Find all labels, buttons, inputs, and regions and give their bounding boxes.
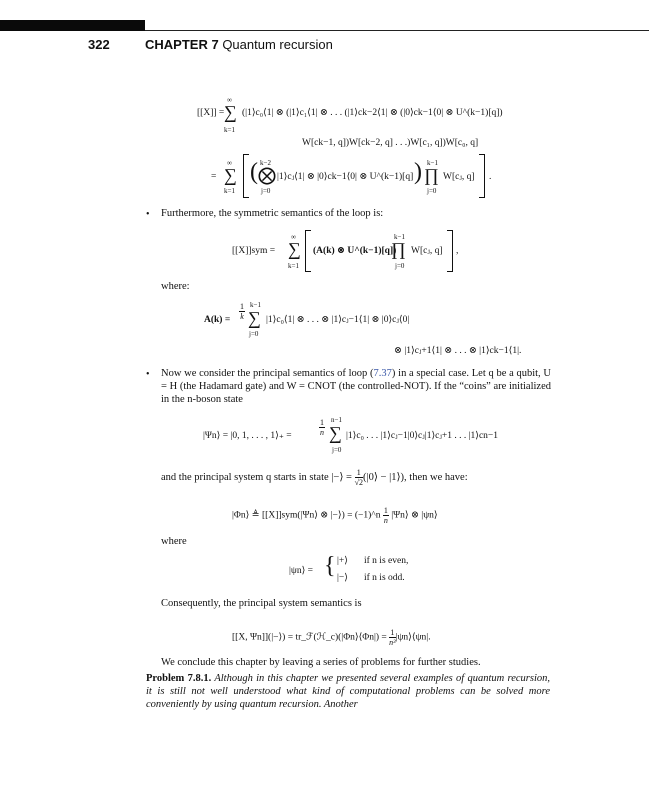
eq8-frac-num: 1: [390, 628, 395, 637]
eq3-tail: ,: [456, 246, 459, 256]
eq8: [232, 628, 431, 647]
eq2-prod-top: k−1: [427, 159, 438, 167]
eq5-body: |1⟩c₀ . . . |1⟩cⱼ−1|0⟩cⱼ|1⟩cⱼ+1 . . . |1⟩cn−1: [346, 431, 499, 441]
where-label-2: where: [161, 536, 187, 547]
eq4-lhs: A(k) =: [204, 315, 231, 325]
eq5-sum-bottom: j=0: [332, 446, 342, 454]
eq8-frac-den: n³: [389, 638, 396, 647]
eq1-line2: W[ck−1, q])W[ck−2, q] . . .)W[c₁, q])W[c₀, q]: [302, 138, 479, 148]
eq1-sum-symbol: ∑: [224, 102, 237, 122]
eq2-sum-top: ∞: [227, 159, 232, 167]
eq3-sum-bottom: k=1: [288, 262, 299, 270]
problem-label: Problem 7.8.1.: [146, 673, 212, 684]
eq2-prod-symbol: ∏: [424, 165, 439, 185]
eq1-line1: (|1⟩c₀⟨1| ⊗ (|1⟩c₁⟨1| ⊗ . . . (|1⟩ck−2⟨1| ⊗ (|0⟩ck−1⟨0| ⊗ U^(k−1)[q]): [242, 108, 503, 118]
para2: Consequently, the principal system semantics is: [161, 598, 362, 609]
eq8-rhs: |ψn⟩⟨ψn|.: [395, 632, 431, 643]
eq7-case1-value: |+⟩: [337, 556, 348, 566]
eq7-case2-condition: if n is odd.: [364, 573, 405, 583]
eq4-line2: ⊗ |1⟩cⱼ+1⟨1| ⊗ . . . ⊗ |1⟩ck−1⟨1|.: [394, 346, 522, 356]
bullet2-paragraph: [161, 367, 551, 406]
eq3-prod-symbol: ∏: [391, 239, 406, 259]
bullet2-text-after: ) in a special case. Let q be a qubit, U = H (the Hadamard gate) and W = CNOT (the controlled-NOT). If the “coins” are initialized in the n-boson state: [161, 368, 551, 405]
eq3-prod-body: W[cⱼ, q]: [411, 246, 443, 256]
chapter-title: Quantum recursion: [222, 37, 333, 52]
eq6-frac-num: 1: [383, 506, 388, 515]
eq2-left-paren: (: [250, 159, 258, 185]
eq2-equals: =: [211, 172, 217, 182]
para1-frac-num: 1: [355, 468, 363, 478]
eq5-sum-top: n−1: [331, 416, 342, 424]
eq2-sum-bottom: k=1: [224, 187, 235, 195]
eq7-case1-condition: if n is even,: [364, 556, 409, 566]
eq5-frac-num: 1: [320, 418, 324, 427]
eq3-right-bracket: [447, 230, 453, 272]
eq4-frac-den: k: [240, 312, 244, 321]
para1-text1: and the principal system q starts in state |−⟩ =: [161, 471, 355, 483]
header-bar: [0, 20, 145, 31]
eq2-prod-body: W[cⱼ, q]: [443, 172, 475, 182]
bullet2-text-before: Now we consider the principal semantics of loop (: [161, 368, 374, 379]
page-number: 322: [88, 37, 110, 52]
eq1-lhs: [[X]] =: [197, 108, 225, 118]
eq5-lhs: |Ψn⟩ = |0, 1, . . . , 1⟩₊ =: [203, 431, 292, 441]
problem-paragraph: [146, 672, 550, 711]
eq5-sum-symbol: ∑: [329, 423, 342, 443]
eq4-frac: [239, 302, 245, 321]
running-header: [0, 37, 649, 55]
eq4-sum-top: k−1: [250, 301, 261, 309]
eq2-right-bracket: [479, 154, 485, 198]
problem-text: Although in this chapter we presented several examples of quantum recursion, it is still not well understood what kind of computational problems can be solved more conveniently by using quantum recursion. Another: [146, 673, 550, 710]
eq6-frac-den: n: [383, 516, 388, 525]
eq1-sum-top: ∞: [227, 96, 232, 104]
eq2-otimes-symbol: ⨂: [258, 165, 276, 185]
eq8-lhs: [[X, Ψn]](|−⟩) = tr_ℱ(ℋ_c)(|Φn⟩⟨Φn|) =: [232, 632, 390, 643]
eq4-frac-num: 1: [240, 302, 244, 311]
eq2-body: |1⟩cⱼ⟨1| ⊗ |0⟩ck−1⟨0| ⊗ U^(k−1)[q]: [277, 172, 414, 182]
eq6: [232, 506, 438, 525]
chapter-heading: [145, 37, 333, 52]
eq2-left-bracket: [243, 154, 249, 198]
eq3-left-bracket: [305, 230, 311, 272]
eq4-line1: |1⟩c₀⟨1| ⊗ . . . ⊗ |1⟩cⱼ−1⟨1| ⊗ |0⟩cⱼ⟨0|: [266, 315, 410, 325]
eq4-sum-bottom: j=0: [249, 330, 259, 338]
bullet-marker: •: [146, 369, 150, 380]
eq2-prod-bottom: j=0: [427, 187, 437, 195]
eq2-sum-symbol: ∑: [224, 165, 237, 185]
where-label-1: where:: [161, 281, 190, 292]
para1-text2: (|0⟩ − |1⟩), then we have:: [362, 471, 468, 483]
header-rule: [145, 30, 649, 31]
chapter-label: CHAPTER 7: [145, 37, 219, 52]
eq2-otimes-bottom: j=0: [261, 187, 271, 195]
eq7-lhs: |ψn⟩ =: [289, 566, 314, 576]
eq2-right-paren: ): [414, 159, 422, 185]
eq3-sum-top: ∞: [291, 233, 296, 241]
eq3-sum-symbol: ∑: [288, 239, 301, 259]
eq3-prod-top: k−1: [394, 233, 405, 241]
eq4-sum-symbol: ∑: [248, 308, 261, 328]
para3: We conclude this chapter by leaving a series of problems for further studies.: [161, 657, 481, 668]
para1-frac-den: √2: [354, 478, 363, 487]
eq3-lhs: [[X]]sym =: [232, 246, 276, 256]
bullet-marker: •: [146, 209, 150, 220]
eq7-brace: {: [324, 553, 336, 579]
eq3-body: (A(k) ⊗ U^(k−1)[q]): [313, 246, 397, 256]
eq5-frac-den: n: [320, 428, 324, 437]
eq3-prod-bottom: j=0: [395, 262, 405, 270]
eq-ref-link[interactable]: 7.37: [373, 368, 392, 379]
eq2-otimes-top: k−2: [260, 159, 271, 167]
para1: [161, 468, 468, 487]
eq6-rhs: |Ψn⟩ ⊗ |ψn⟩: [391, 510, 438, 521]
eq2-tail: .: [489, 172, 492, 182]
eq6-lhs: |Φn⟩ ≜ [[X]]sym(|Ψn⟩ ⊗ |−⟩) = (−1)^n: [232, 510, 383, 521]
eq5-frac: [319, 418, 325, 437]
eq7-case2-value: |−⟩: [337, 573, 348, 583]
bullet1-text: Furthermore, the symmetric semantics of the loop is:: [161, 208, 384, 219]
eq1-sum-bottom: k=1: [224, 126, 235, 134]
